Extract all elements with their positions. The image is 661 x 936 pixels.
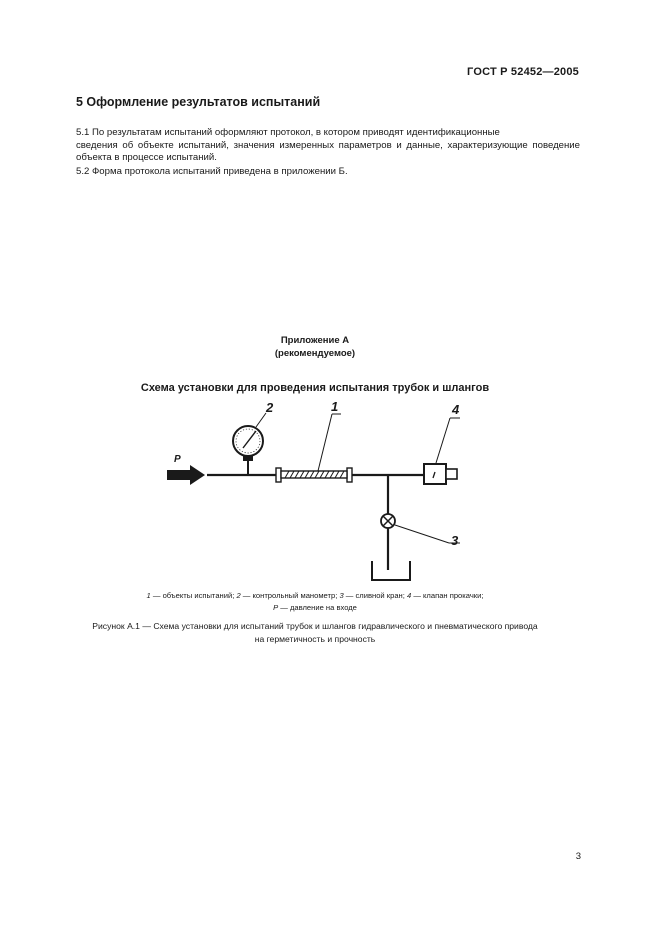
callout-3: 3	[451, 533, 459, 548]
annex-status: (рекомендуемое)	[274, 348, 356, 359]
legend-n2: 2	[236, 591, 241, 600]
legend-t1: — объекты испытаний;	[150, 591, 237, 600]
scheme-title: Схема установки для проведения испытания трубок и шлангов	[140, 382, 490, 394]
drain-tank	[372, 561, 410, 580]
legend-n4: 4	[406, 591, 412, 600]
leader-2	[256, 413, 266, 427]
figure-caption-line1: Рисунок А.1 — Схема установки для испытаний трубок и шлангов гидравлического и пневматического привода	[92, 621, 538, 631]
legend-tp: — давление на входе	[278, 602, 357, 612]
legend-np: P	[273, 602, 279, 612]
document-code: ГОСТ Р 52452—2005	[467, 66, 579, 78]
leader-4	[436, 418, 450, 463]
page-number: 3	[575, 851, 581, 862]
paragraph-5-2: 5.2 Форма протокола испытаний приведена в приложении Б.	[76, 166, 348, 177]
paragraph-5-1-rest: сведения об объекте испытаний, значения измеренных параметров и данные, характеризующие поведение объекта в процессе испытаний.	[76, 139, 580, 163]
legend-n3: 3	[339, 591, 344, 600]
legend-t4: — клапан прокачки;	[411, 591, 484, 600]
legend-n1: 1	[146, 591, 151, 600]
hose-fitting-left	[276, 468, 281, 482]
legend-t3: — сливной кран;	[343, 591, 407, 600]
callout-2: 2	[266, 400, 274, 415]
bleed-valve-cap	[446, 469, 457, 479]
section-heading: 5 Оформление результатов испытаний	[76, 95, 321, 109]
callout-1: 1	[331, 399, 339, 414]
paragraph-5-1-line1: 5.1 По результатам испытаний оформляют протокол, в котором приводят идентификационные	[76, 127, 500, 138]
hose-fitting-right	[347, 468, 352, 482]
legend-t2: — контрольный манометр;	[240, 591, 340, 600]
figure-caption	[0, 620, 630, 645]
figure-legend	[0, 590, 630, 613]
figure-caption-line2: на герметичность и прочность	[254, 633, 376, 644]
annex-title: Приложение А	[280, 335, 350, 346]
leader-3	[395, 525, 449, 543]
inlet-arrow	[167, 465, 205, 485]
pressure-label: P	[174, 454, 181, 465]
leader-1	[318, 414, 332, 471]
callout-4: 4	[452, 402, 460, 417]
